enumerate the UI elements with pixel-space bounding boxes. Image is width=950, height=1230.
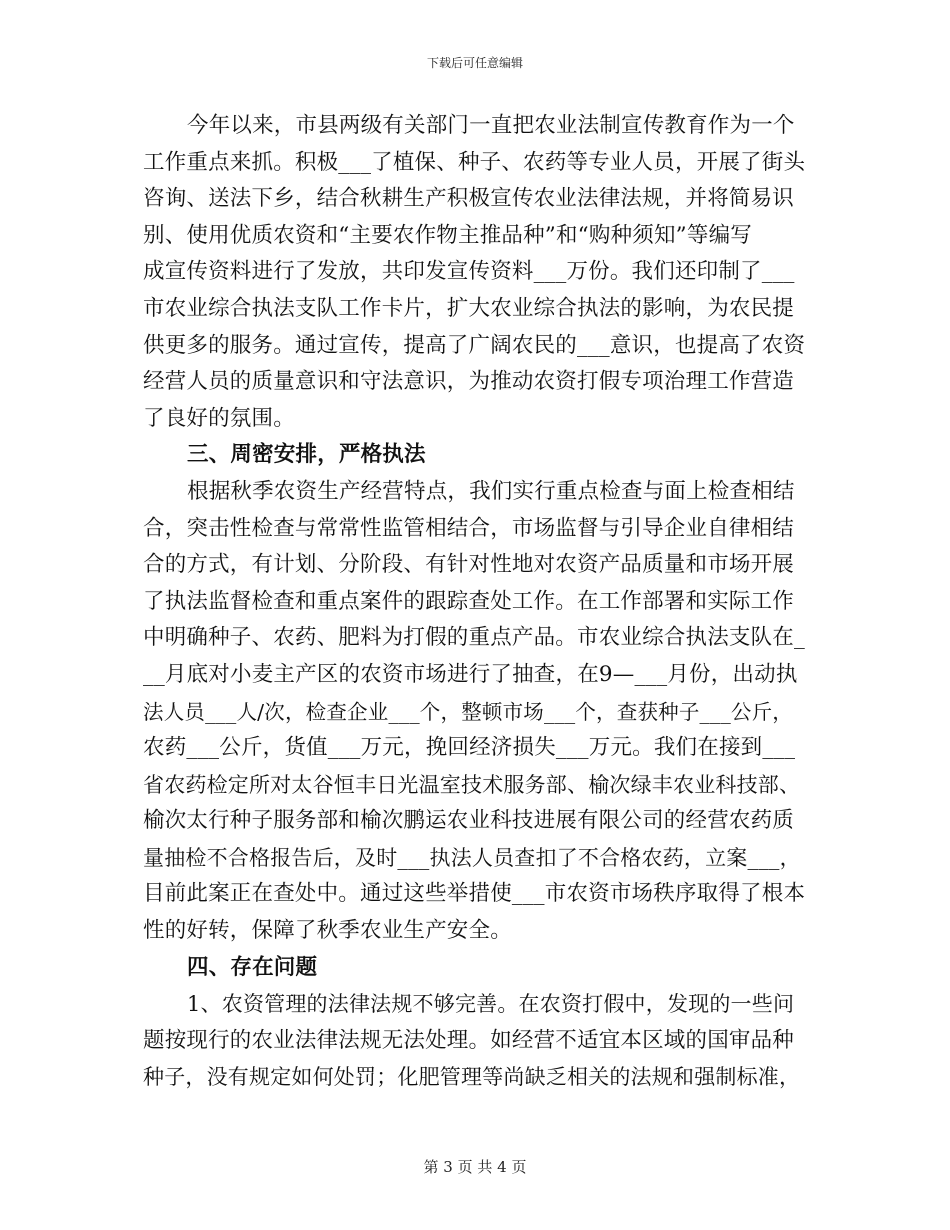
paragraph-line: 咨询、送法下乡，结合秋耕生产积极宣传农业法律法规，并将简易识 — [143, 186, 795, 212]
paragraph-line: 了执法监督检查和重点案件的跟踪查处工作。在工作部署和实际工作 — [143, 588, 795, 614]
paragraph-line: 榆次太行种子服务部和榆次鹏运农业科技进展有限公司的经营农药质 — [143, 808, 795, 834]
paragraph-line: 经营人员的质量意识和守法意识，为推动农资打假专项治理工作营造 — [143, 369, 795, 395]
document-body — [143, 108, 807, 1096]
page-footer: 第 3 页 共 4 页 — [423, 1158, 527, 1176]
paragraph-line: __月底对小麦主产区的农资市场进行了抽查，在9—___月份，出动执 — [143, 661, 798, 687]
paragraph-line: 市农业综合执法支队工作卡片，扩大农业综合执法的影响，为农民提 — [143, 295, 795, 321]
paragraph-line: 法人员___人/次，检查企业___个，整顿市场___个，查获种子___公斤， — [143, 699, 794, 724]
paragraph-line: 了良好的氛围。 — [143, 405, 295, 431]
paragraph-line: 合，突击性检查与常常性监管相结合，市场监督与引导企业自律相结 — [143, 515, 795, 541]
page-header: 下载后可任意编辑 — [426, 56, 523, 70]
paragraph-line: 量抽检不合格报告后，及时___执法人员查扣了不合格农药，立案___， — [143, 845, 801, 870]
paragraph-line: 题按现行的农业法律法规无法处理。如经营不适宜本区域的国审品种 — [143, 1027, 795, 1053]
paragraph-line: 种子，没有规定如何处罚；化肥管理等尚缺乏相关的法规和强制标准， — [143, 1065, 801, 1090]
paragraph-line: 中明确种子、农药、肥料为打假的重点产品。市农业综合执法支队在_ — [143, 625, 805, 651]
paragraph-line: 成宣传资料进行了发放，共印发宣传资料___万份。我们还印制了___ — [143, 259, 795, 285]
paragraph-line: 别、使用优质农资和“主要农作物主推品种”和“购种须知”等编写 — [143, 222, 752, 248]
paragraph-line: 目前此案正在查处中。通过这些举措使___市农资市场秩序取得了根本 — [143, 881, 806, 907]
paragraph-line: 合的方式，有计划、分阶段、有针对性地对农资产品质量和市场开展 — [143, 552, 795, 578]
paragraph-line: 省农药检定所对太谷恒丰日光温室技术服务部、榆次绿丰农业科技部、 — [143, 772, 801, 797]
section-heading: 三、周密安排，严格执法 — [187, 442, 426, 468]
paragraph-line: 根据秋季农资生产经营特点，我们实行重点检查与面上检查相结 — [187, 478, 795, 504]
paragraph-line: 1、农资管理的法律法规不够完善。在农资打假中，发现的一些问 — [187, 992, 795, 1017]
paragraph-line: 工作重点来抓。积极___了植保、种子、农药等专业人员，开展了街头 — [143, 149, 806, 175]
paragraph-line: 农药___公斤，货值___万元，挽回经济损失___万元。我们在接到___ — [143, 735, 796, 761]
section-heading: 四、存在问题 — [187, 954, 318, 980]
paragraph-line: 供更多的服务。通过宣传，提高了广阔农民的___意识，也提高了农资 — [143, 332, 806, 358]
paragraph-line: 今年以来，市县两级有关部门一直把农业法制宣传教育作为一个 — [187, 113, 795, 138]
paragraph-line: 性的好转，保障了秋季农业生产安全。 — [143, 918, 512, 944]
